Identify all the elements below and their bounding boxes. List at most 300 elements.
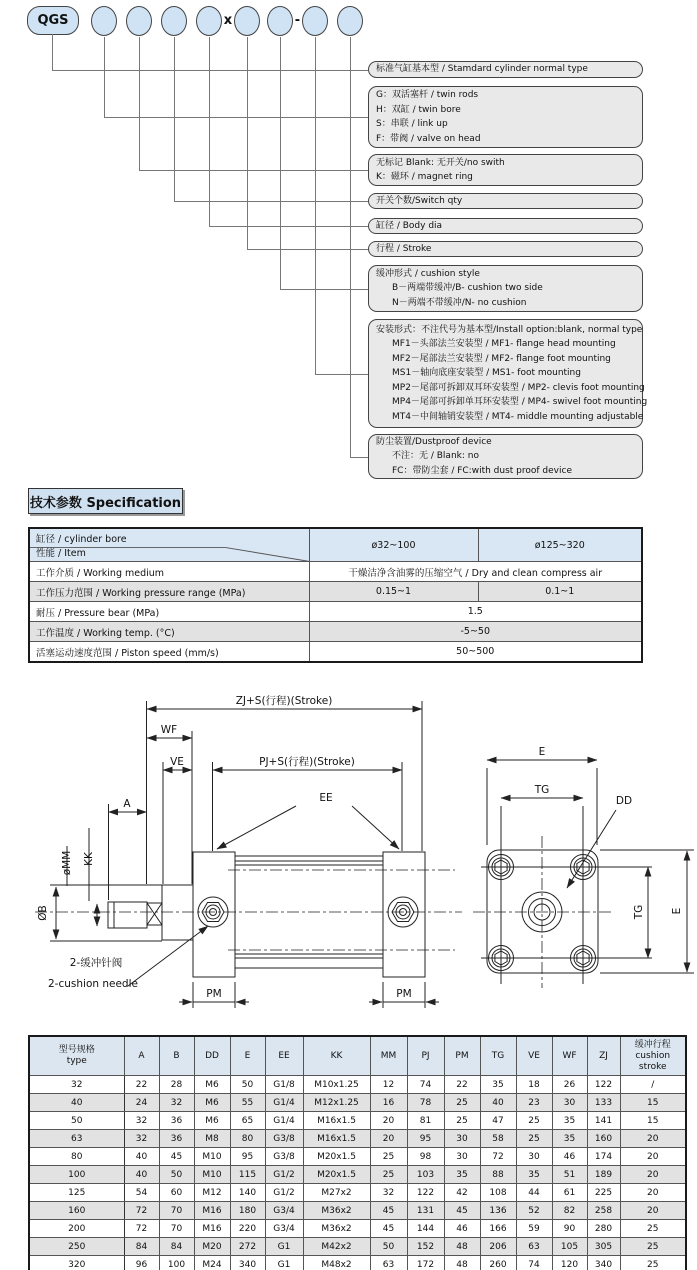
dim-table-cell: 95 [407,1130,444,1148]
dim-header-col: B [159,1036,194,1076]
dim-table-cell: 220 [230,1220,265,1238]
dim-table-cell: 340 [587,1256,620,1270]
dim-header-type [29,1036,124,1076]
dim-table-cell: 55 [230,1094,265,1112]
code-circle [302,6,328,36]
dim-table-cell: 174 [587,1148,620,1166]
dim-table-cell: 84 [159,1238,194,1256]
leader-line-vertical [104,37,105,117]
code-option-line: 缸径 / Body dia [376,220,443,231]
dim-table-cell: M12 [194,1184,230,1202]
dim-table-cell: G1/4 [265,1112,303,1130]
dim-table-cell: 115 [230,1166,265,1184]
dim-table-cell: 95 [230,1148,265,1166]
leader-line-vertical [350,37,351,457]
leader-line-horizontal [52,70,368,71]
dim-table-cell: 74 [516,1256,552,1270]
dim-table-cell: 258 [587,1202,620,1220]
dim-table-cell: 26 [552,1076,587,1094]
code-option-box [368,193,643,209]
dim-label-b: ØB [37,905,49,921]
dim-table-cell: 340 [230,1256,265,1270]
code-option-line: MP2－尾部可拆卸双耳环安装型 / MP2- clevis foot mounting [392,382,645,393]
dim-table-cell: 35 [444,1166,480,1184]
dim-table-cell: M20x1.5 [303,1166,370,1184]
dim-table-cell: M6 [194,1112,230,1130]
dim-table-cell: 25 [620,1220,686,1238]
code-option-box [368,61,643,78]
code-option-box [368,154,643,186]
code-option-line: 安装形式：不注代号为基本型/Install option:blank, normal type [376,324,643,335]
dimension-table [28,1035,687,1270]
dim-table-cell: 50 [159,1166,194,1184]
dim-table-cell: M16 [194,1202,230,1220]
dim-table-cell: 166 [480,1220,516,1238]
code-circle [161,6,187,36]
dim-table-cell: 44 [516,1184,552,1202]
code-option-box [368,241,643,257]
dim-table-cell: M12x1.25 [303,1094,370,1112]
dimension-table-header [29,1036,686,1076]
dim-table-cell: 36 [159,1130,194,1148]
dim-table-cell: 140 [230,1184,265,1202]
dim-table-cell: 16 [370,1094,407,1112]
dim-table-cell: 125 [29,1184,124,1202]
dim-table-cell: 40 [124,1166,159,1184]
dim-header-col: PJ [407,1036,444,1076]
dim-table-cell: 20 [620,1184,686,1202]
code-circle [267,6,293,36]
dim-table-cell: 74 [407,1076,444,1094]
model-prefix-badge: QGS [27,6,79,35]
dim-table-cell: 35 [480,1076,516,1094]
dim-table-cell: 320 [29,1256,124,1270]
code-option-line: G：双活塞杆 / twin rods [376,90,479,100]
code-separator-dash: - [294,13,301,28]
dim-label-tg-side: TG [633,904,645,920]
dim-table-cell: 25 [516,1130,552,1148]
dim-table-cell: 305 [587,1238,620,1256]
code-option-line: H：双缸 / twin bore [376,104,461,115]
dim-table-row [29,1238,686,1256]
dim-header-type-en: type [66,1056,87,1066]
dim-table-row [29,1094,686,1112]
dim-header-col: TG [480,1036,516,1076]
dim-table-cell: 144 [407,1220,444,1238]
dim-table-cell: G1/4 [265,1094,303,1112]
spec-row [29,602,642,622]
dim-table-cell: M20 [194,1238,230,1256]
code-circle [196,6,222,36]
spec-header-diagonal-cell [29,528,309,562]
dim-table-cell: 58 [480,1130,516,1148]
dim-table-cell: 42 [444,1184,480,1202]
dim-header-cushion-en: cushion stroke [635,1050,671,1072]
dim-table-row [29,1112,686,1130]
dim-table-cell: M8 [194,1130,230,1148]
dim-table-cell: 50 [230,1076,265,1094]
dim-table-cell: 200 [29,1220,124,1238]
dim-table-cell: 46 [444,1220,480,1238]
spec-row-label: 耐压 / Pressure bear (MPa) [29,602,309,622]
dim-table-cell: 20 [370,1130,407,1148]
dim-label-wf: WF [160,724,178,736]
dim-table-cell: 72 [480,1148,516,1166]
spec-header-item: 性能 / Item [36,548,86,559]
dim-table-cell: M20x1.5 [303,1148,370,1166]
dim-table-cell: 45 [370,1220,407,1238]
leader-line-vertical [139,37,140,170]
dim-table-cell: 63 [29,1130,124,1148]
spec-row-value: 0.15~1 [309,582,478,602]
dim-table-row [29,1184,686,1202]
dim-table-row [29,1148,686,1166]
dim-table-cell: M16x1.5 [303,1130,370,1148]
dim-table-cell: 20 [620,1166,686,1184]
dim-table-cell: 40 [29,1094,124,1112]
spec-row [29,642,642,663]
dim-label-pm-left: PM [206,988,222,1000]
rod-mount-block [162,885,193,940]
dim-label-tg-top: TG [534,784,550,796]
spec-row-label: 工作压力范围 / Working pressure range (MPa) [29,582,309,602]
dim-table-cell: 30 [444,1130,480,1148]
dim-table-cell: 46 [552,1148,587,1166]
leader-line-horizontal [315,374,368,375]
dim-table-cell: 70 [159,1220,194,1238]
dim-table-cell: 48 [444,1256,480,1270]
dim-table-cell: 28 [159,1076,194,1094]
dim-table-cell: 80 [29,1148,124,1166]
code-option-line: MF1－头部法兰安装型 / MF1- flange head mounting [392,339,616,350]
dim-label-e-side: E [671,907,683,915]
dim-label-mm: øMM [61,850,73,876]
code-option-line: MS1－轴向底座安装型 / MS1- foot mounting [392,368,581,379]
dim-table-cell: 22 [444,1076,480,1094]
dim-table-cell: 35 [552,1130,587,1148]
code-circle [126,6,152,36]
dim-table-cell: 81 [407,1112,444,1130]
dim-header-cushion-cn: 缓冲行程 [634,1039,671,1050]
code-option-line: 防尘装置/Dustproof device [376,436,492,447]
dim-table-cell: M10 [194,1166,230,1184]
dim-table-cell: 120 [552,1256,587,1270]
dim-table-cell: 30 [552,1094,587,1112]
spec-row-value: 1.5 [309,602,642,622]
dim-table-cell: 23 [516,1094,552,1112]
dim-table-cell: 30 [516,1148,552,1166]
code-option-line: 标准气缸基本型 / Stamdard cylinder normal type [376,64,588,75]
dim-table-row [29,1166,686,1184]
dim-table-cell: 70 [159,1202,194,1220]
dim-header-cushion [620,1036,686,1076]
leader-line-horizontal [209,226,369,227]
code-option-box [368,218,643,234]
dim-table-cell: 84 [124,1238,159,1256]
leader-line-vertical [315,37,316,374]
dim-table-cell: 103 [407,1166,444,1184]
dim-header-col: WF [552,1036,587,1076]
code-option-line: F：带阀 / valve on head [376,133,481,144]
spec-header-bore: 缸径 / cylinder bore [36,534,127,545]
dim-table-cell: M24 [194,1256,230,1270]
callout-cushion-needle-en: 2-cushion needle [48,978,138,990]
spec-row-value: 0.1~1 [478,582,642,602]
dim-table-cell: M27x2 [303,1184,370,1202]
code-option-line: 不注：无 / Blank: no [392,451,479,462]
spec-header-row [29,528,642,562]
dim-table-cell: 15 [620,1112,686,1130]
dim-table-cell: G1/2 [265,1166,303,1184]
dim-table-cell: 25 [620,1238,686,1256]
dim-table-cell: 32 [124,1112,159,1130]
dim-table-cell: 24 [124,1094,159,1112]
dim-table-cell: G3/8 [265,1148,303,1166]
dim-table-cell: 96 [124,1256,159,1270]
dim-table-cell: 160 [587,1130,620,1148]
leader-line-horizontal [280,289,368,290]
dim-table-cell: 65 [230,1112,265,1130]
technical-drawing [0,675,697,1030]
leader-line-horizontal [104,117,368,118]
dim-table-cell: 12 [370,1076,407,1094]
code-option-box [368,86,643,148]
dim-table-cell: 225 [587,1184,620,1202]
spec-row-value: 50~500 [309,642,642,663]
dim-table-cell: 45 [159,1148,194,1166]
dim-table-row [29,1130,686,1148]
dim-table-cell: 122 [407,1184,444,1202]
dim-table-cell: 40 [480,1094,516,1112]
code-option-box [368,434,643,479]
dim-label-ve: VE [170,756,184,768]
dim-table-cell: G3/4 [265,1202,303,1220]
dim-table-cell: 25 [370,1148,407,1166]
dim-table-cell: M42x2 [303,1238,370,1256]
dim-table-cell: 25 [444,1094,480,1112]
code-option-line: MF2－尾部法兰安装型 / MF2- flange foot mounting [392,353,611,364]
dim-label-ee: EE [319,792,333,804]
dim-table-cell: M16x1.5 [303,1112,370,1130]
dim-table-cell: 22 [124,1076,159,1094]
dim-table-cell: / [620,1076,686,1094]
dim-label-e-top: E [538,746,546,758]
dim-table-cell: 100 [29,1166,124,1184]
dim-table-cell: 45 [370,1202,407,1220]
dim-table-cell: G3/8 [265,1130,303,1148]
dim-table-cell: M10x1.25 [303,1076,370,1094]
dim-table-cell: 25 [516,1112,552,1130]
dim-header-col: E [230,1036,265,1076]
dim-table-cell: 25 [444,1112,480,1130]
dim-table-cell: 30 [444,1148,480,1166]
dim-table-cell: 32 [370,1184,407,1202]
dim-table-cell: 32 [29,1076,124,1094]
dim-header-col: EE [265,1036,303,1076]
dim-table-cell: 80 [230,1130,265,1148]
dim-table-cell: 40 [124,1148,159,1166]
spec-row-label: 工作介质 / Working medium [29,562,309,582]
dim-header-col: PM [444,1036,480,1076]
dim-label-pj: PJ+S(行程)(Stroke) [259,756,355,768]
leader-line-vertical [247,37,248,249]
dim-table-cell: 280 [587,1220,620,1238]
spec-row-value: -5~50 [309,622,642,642]
dim-table-cell: 172 [407,1256,444,1270]
dim-table-cell: 272 [230,1238,265,1256]
code-option-line: N－两端不带缓冲/N- no cushion [392,297,527,308]
leader-line-horizontal [350,457,368,458]
dim-table-cell: 47 [480,1112,516,1130]
code-separator-x: x [223,13,233,28]
spec-section-title: 技术参数 Specification [28,488,183,514]
dim-table-cell: 32 [159,1094,194,1112]
dim-table-cell: 82 [552,1202,587,1220]
dim-table-cell: M48x2 [303,1256,370,1270]
spec-row [29,562,642,582]
dim-table-cell: M16 [194,1220,230,1238]
spec-table [28,527,643,663]
dim-table-cell: 20 [620,1202,686,1220]
dim-table-cell: 90 [552,1220,587,1238]
dim-table-cell: 133 [587,1094,620,1112]
code-circle [337,6,363,36]
dim-table-cell: 160 [29,1202,124,1220]
dim-table-cell: 100 [159,1256,194,1270]
dim-table-cell: 98 [407,1148,444,1166]
dim-header-col: MM [370,1036,407,1076]
dim-header-col: KK [303,1036,370,1076]
dim-table-cell: 136 [480,1202,516,1220]
dim-table-cell: M10 [194,1148,230,1166]
spec-header-col2: ø125~320 [478,528,642,562]
dim-table-cell: 25 [370,1166,407,1184]
code-circle [91,6,117,36]
dim-label-zj: ZJ+S(行程)(Stroke) [235,695,333,707]
dim-table-cell: G1 [265,1256,303,1270]
dim-table-cell: 18 [516,1076,552,1094]
dim-table-cell: 25 [620,1256,686,1270]
dim-header-col: A [124,1036,159,1076]
code-circle [234,6,260,36]
dim-table-cell: 48 [444,1238,480,1256]
dim-label-kk: KK [83,852,95,866]
dim-table-cell: 54 [124,1184,159,1202]
dim-table-cell: G1/8 [265,1076,303,1094]
dim-table-cell: 20 [370,1112,407,1130]
callout-cushion-needle-cn: 2-缓冲针阀 [69,957,123,969]
dim-table-cell: 50 [29,1112,124,1130]
dim-table-cell: 35 [552,1112,587,1130]
dim-table-cell: 60 [159,1184,194,1202]
dim-label-pm-right: PM [396,988,412,1000]
dim-table-cell: 141 [587,1112,620,1130]
code-option-line: MT4－中间轴销安装型 / MT4- middle mounting adjustable [392,411,644,422]
dim-table-cell: 63 [516,1238,552,1256]
dim-header-col: DD [194,1036,230,1076]
dim-table-cell: 50 [370,1238,407,1256]
code-option-box [368,265,643,312]
dim-label-dd: DD [615,795,633,807]
leader-line-vertical [280,37,281,289]
dim-table-row [29,1202,686,1220]
code-option-line: K：磁环 / magnet ring [376,172,473,182]
dim-table-cell: 51 [552,1166,587,1184]
dim-table-row [29,1220,686,1238]
dim-table-cell: 20 [620,1148,686,1166]
dim-table-cell: 72 [124,1220,159,1238]
code-option-line: 行程 / Stroke [376,243,432,254]
dim-table-cell: 72 [124,1202,159,1220]
dim-table-cell: 189 [587,1166,620,1184]
dim-header-col: ZJ [587,1036,620,1076]
cylinder-end-view [473,806,652,988]
dim-header-type-cn: 型号规格 [58,1045,95,1055]
dim-table-cell: 59 [516,1220,552,1238]
dim-table-cell: 61 [552,1184,587,1202]
dim-table-cell: 105 [552,1238,587,1256]
dim-label-a: A [123,798,131,810]
dim-table-cell: 63 [370,1256,407,1270]
dim-table-cell: M6 [194,1094,230,1112]
code-option-line: 无标记 Blank: 无开关/no swith [376,157,505,168]
spec-row-label: 工作温度 / Working temp. (°C) [29,622,309,642]
code-option-line: 缓冲形式 / cushion style [376,268,480,279]
spec-row-label: 活塞运动速度范围 / Piston speed (mm/s) [29,642,309,663]
dim-table-cell: 131 [407,1202,444,1220]
dim-table-cell: 122 [587,1076,620,1094]
spec-row [29,622,642,642]
dim-table-cell: 20 [620,1130,686,1148]
dim-table-cell: 180 [230,1202,265,1220]
dim-table-cell: 45 [444,1202,480,1220]
code-option-line: FC：带防尘套 / FC:with dust proof device [392,465,572,476]
dim-table-cell: 78 [407,1094,444,1112]
leader-line-vertical [174,37,175,201]
dim-table-cell: 36 [159,1112,194,1130]
dim-header-col: VE [516,1036,552,1076]
dim-table-cell: 15 [620,1094,686,1112]
leader-line-vertical [52,34,53,70]
code-option-line: MP4－尾部可拆卸单耳环安装型 / MP4- swivel foot mounting [392,397,648,408]
dim-table-cell: 206 [480,1238,516,1256]
dim-table-row [29,1256,686,1270]
leader-line-horizontal [174,201,369,202]
dim-table-cell: 152 [407,1238,444,1256]
dim-table-cell: 250 [29,1238,124,1256]
code-option-box [368,319,648,428]
dim-table-cell: 108 [480,1184,516,1202]
dim-table-cell: M6 [194,1076,230,1094]
dim-table-cell: 88 [480,1166,516,1184]
dim-table-cell: 35 [516,1166,552,1184]
dim-table-cell: M36x2 [303,1202,370,1220]
spec-row-value: 干燥洁净含油雾的压缩空气 / Dry and clean compress air [309,562,642,582]
dim-table-cell: G1 [265,1238,303,1256]
code-option-line: S：串联 / link up [376,119,448,129]
dim-table-cell: 260 [480,1256,516,1270]
leader-line-vertical [209,37,210,226]
spec-header-col1: ø32~100 [309,528,478,562]
dim-table-cell: 52 [516,1202,552,1220]
dim-table-cell: 32 [124,1130,159,1148]
dim-table-cell: G3/4 [265,1220,303,1238]
code-option-line: B－两端带缓冲/B- cushion two side [392,283,543,294]
dim-table-row [29,1076,686,1094]
dim-table-cell: M36x2 [303,1220,370,1238]
spec-row [29,582,642,602]
dim-table-cell: G1/2 [265,1184,303,1202]
